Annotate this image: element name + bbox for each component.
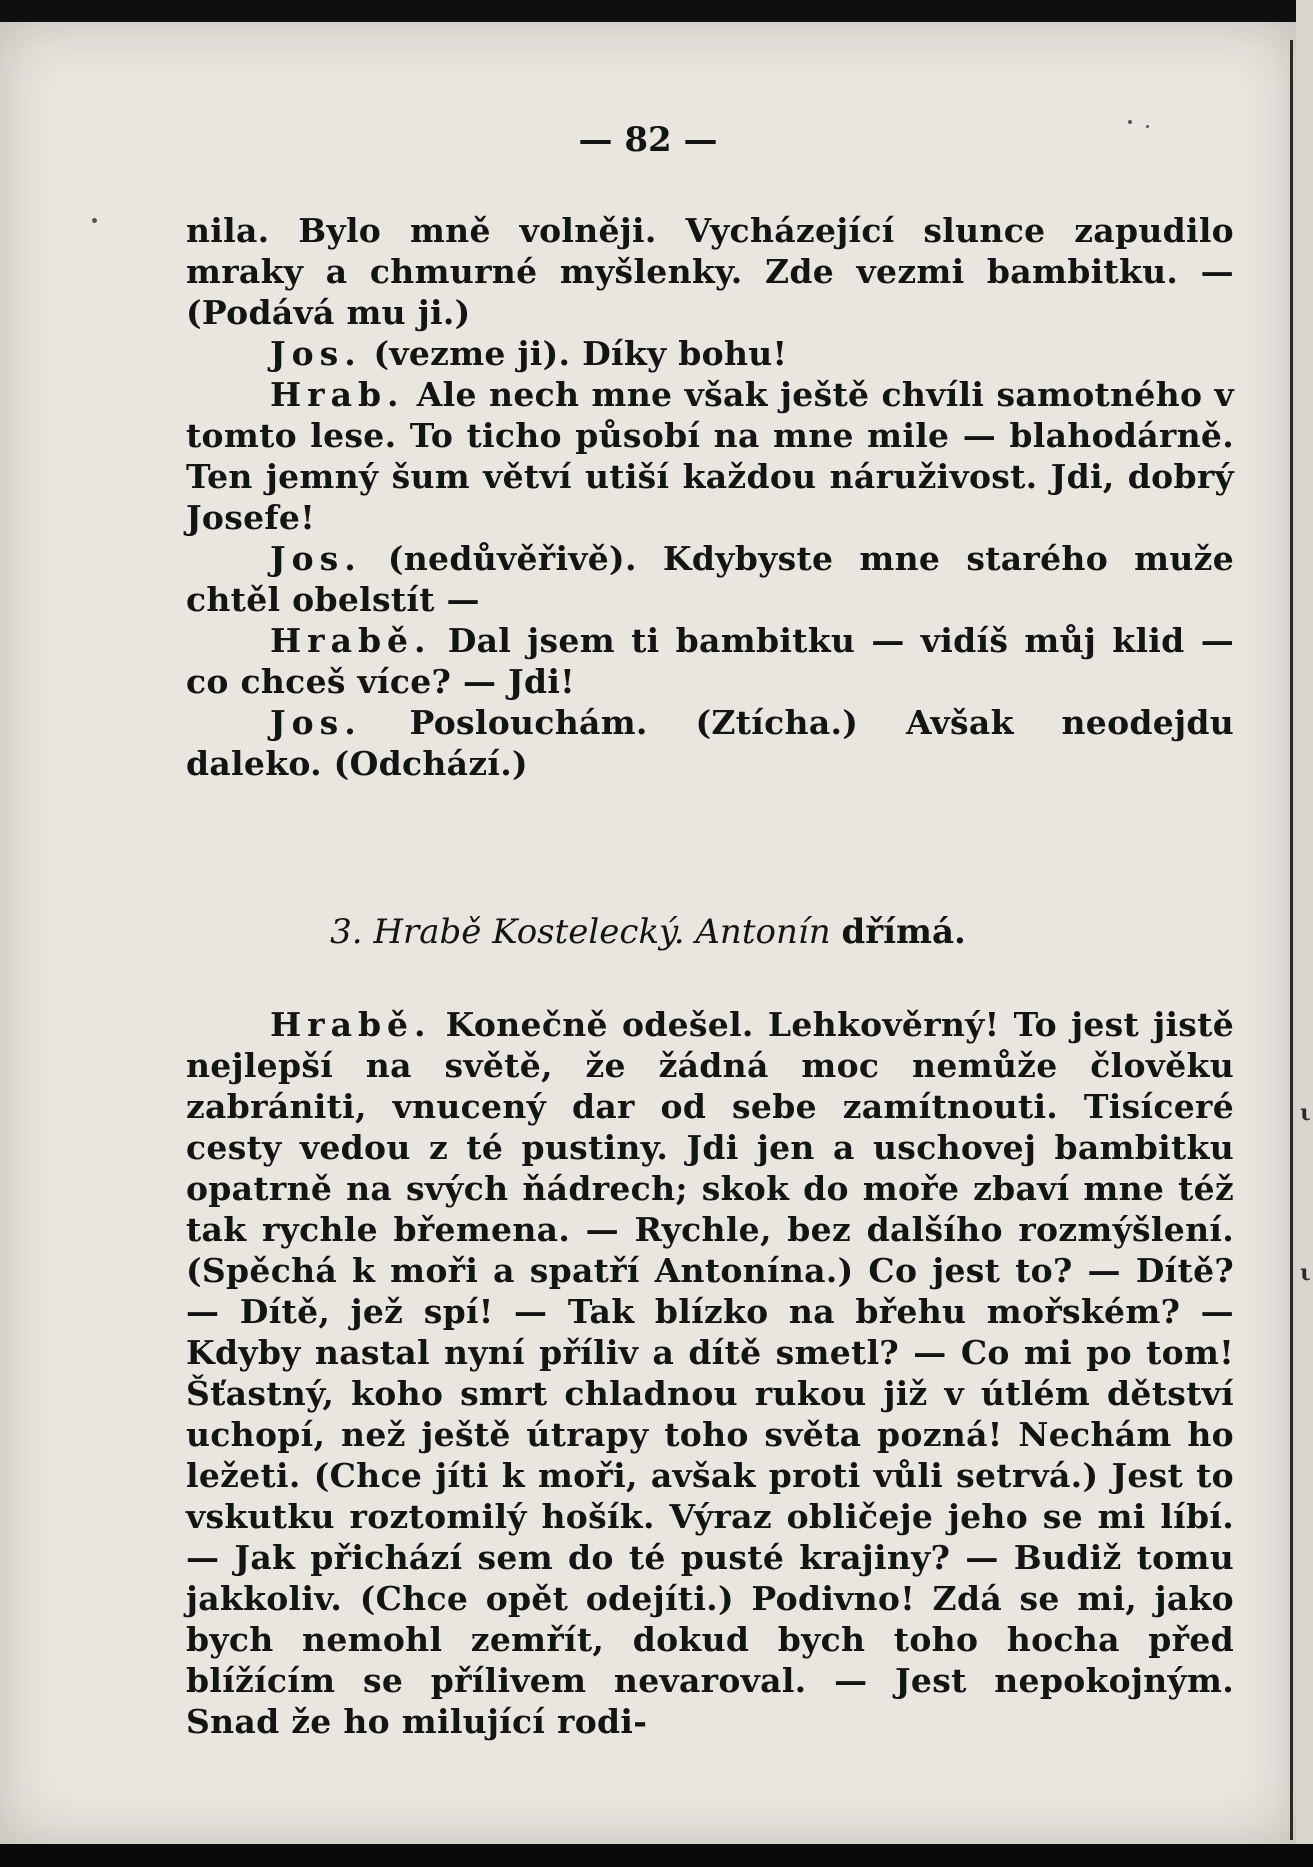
- dialogue-text: Konečně odešel. Lehkověrný! To jest jistě nejlepší na světě, že žádná moc nemůže člověku zabrániti, vnucený dar od sebe zamítnouti. Tisíceré cesty vedou z té pustiny. Jdi jen a uschovej bambitku opatrně na svých ňádrech; skok do moře zbaví mne též tak rychle břemena. — Rychle, bez dalšího rozmýšlení. (Spěchá k moři a spatří Antonína.) Co jest to? — Dítě? — Dítě, jež spí! — Tak blízko na břehu mořském? — Kdyby nastal nyní příliv a dítě smetl? — Co mi po tom! Šťastný, koho smrt chladnou rukou již v útlém dětství uchopí, než ještě útrapy toho světa pozná! Nechám ho ležeti. (Chce jíti k moři, avšak proti vůli setrvá.) Jest to vskutku roztomilý hošík. Výraz obličeje jeho se mi líbí. — Jak přichází sem do té pusté krajiny? — Budiž tomu jakkoliv. (Chce opět odejíti.) Podivno! Zdá se mi, jako bych nemohl zemřít, dokud bych toho hocha před blížícím se přílivem nevaroval. — Jest nepokojným. Snad že ho milující rodi-: [186, 1005, 1234, 1741]
- speaker-name: Hrabě.: [270, 1005, 432, 1044]
- scene-character-count: Hrabě Kostelecký.: [373, 912, 685, 952]
- text-block-top: [186, 210, 1234, 784]
- margin-mark: ι: [1300, 1260, 1311, 1286]
- facing-page-edge: [1296, 0, 1313, 1867]
- scene-action: dřímá.: [841, 912, 966, 952]
- dialogue-text: Ale nech mne však ještě chvíli samotného v tomto lese. To ticho působí na mne mile — blahodárně. Ten jemný šum větví utiší každou náruživost. Jdi, dobrý Josefe!: [186, 375, 1234, 537]
- paragraph-jos-2: [186, 538, 1234, 620]
- paragraph-hrabe-1: [186, 620, 1234, 702]
- scan-bottom-edge: [0, 1844, 1313, 1867]
- dialogue-text: Poslouchám. (Ztícha.) Avšak neodejdu daleko. (Odchází.): [186, 703, 1234, 783]
- speaker-name: Jos.: [270, 703, 362, 742]
- paragraph-jos-1: [186, 333, 1234, 374]
- text-block-bottom: [186, 1004, 1234, 1742]
- speaker-name: Jos.: [270, 539, 362, 578]
- scene-heading: [0, 912, 1296, 952]
- dialogue-text: (nedůvěřivě). Kdybyste mne starého muže chtěl obelstít —: [186, 539, 1234, 619]
- dialogue-text: Dal jsem ti bambitku — vidíš můj klid — co chceš více? — Jdi!: [186, 621, 1234, 701]
- speaker-name: Hrab.: [270, 375, 405, 414]
- paragraph-continuation: nila. Bylo mně volněji. Vycházející slunce zapudilo mraky a chmurné myšlenky. Zde vezmi bambitku. — (Podává mu ji.): [186, 211, 1234, 332]
- margin-mark: ι: [1300, 1100, 1311, 1126]
- speaker-name: Jos.: [270, 334, 362, 373]
- paragraph-jos-3: [186, 702, 1234, 784]
- scene-character-antonin: Antonín: [695, 912, 831, 952]
- scene-number: 3.: [330, 912, 363, 952]
- scan-speck: [92, 218, 97, 223]
- speaker-name: Hrabě.: [270, 621, 432, 660]
- paragraph-hrabe-2: [186, 1004, 1234, 1742]
- dialogue-text: (vezme ji). Díky bohu!: [361, 334, 788, 373]
- paragraph-hrab-1: [186, 374, 1234, 538]
- page-number: — 82 —: [578, 120, 718, 160]
